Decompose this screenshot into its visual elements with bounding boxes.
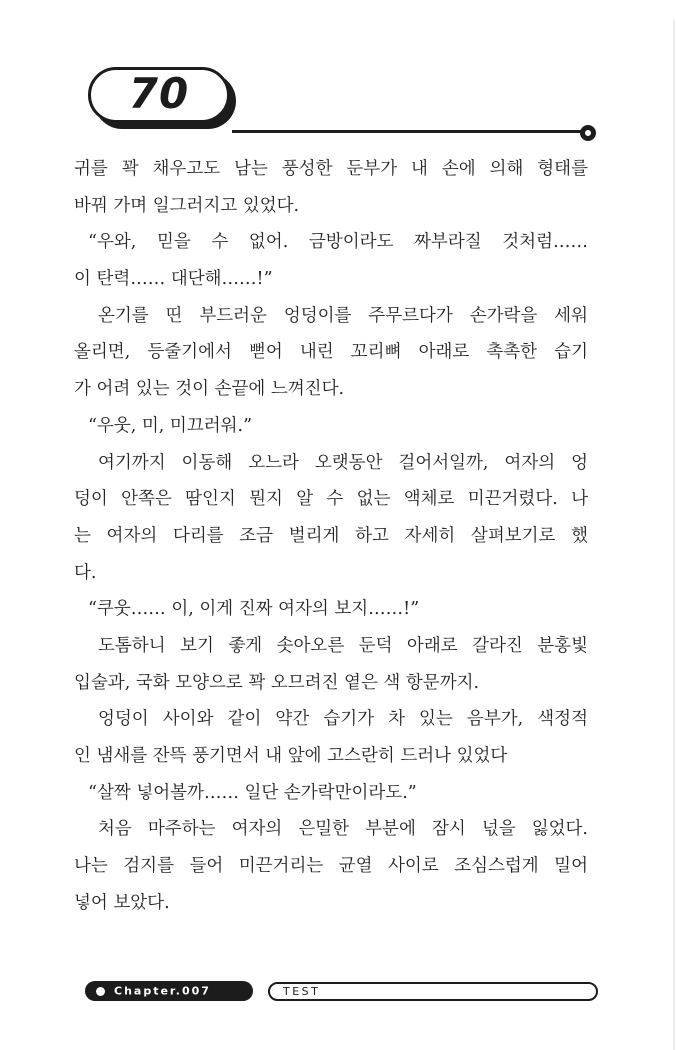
text-line: 는 여자의 다리를 조금 벌리게 하고 자세히 살펴보기로 했 (74, 525, 588, 546)
text-line: 입술과, 국화 모양으로 꽉 오므려진 옅은 색 항문까지. (74, 672, 480, 693)
text-line: 온기를 띤 부드러운 엉덩이를 주무르다가 손가락을 세워 (98, 305, 588, 326)
chapter-badge (85, 981, 253, 1001)
page-number-badge (88, 67, 230, 123)
header-rule-line (232, 130, 584, 133)
text-line: “우와, 믿을 수 없어. 금방이라도 짜부라질 것처럼…… (88, 232, 588, 253)
text-line: 도톰하니 보기 좋게 솟아오른 둔덕 아래로 갈라진 분홍빛 (98, 635, 588, 656)
text-line: “우웃, 미, 미끄러워.” (88, 415, 253, 436)
header-rule-end-ring-icon (580, 125, 596, 141)
text-line: 올리면, 등줄기에서 뻗어 내린 꼬리뼈 아래로 촉촉한 습기 (74, 342, 588, 363)
page-number: 70 (128, 68, 190, 118)
text-line: 나는 검지를 들어 미끈거리는 균열 사이로 조심스럽게 밀어 (74, 856, 588, 877)
text-line: 귀를 꽉 채우고도 남는 풍성한 둔부가 내 손에 의해 형태를 (74, 159, 588, 179)
text-line: 인 냄새를 잔뜩 풍기면서 내 앞에 고스란히 드러나 있었다 (74, 746, 508, 766)
text-line: “살짝 넣어볼까…… 일단 손가락만이라도.” (88, 782, 417, 803)
bullet-dot-icon (96, 987, 105, 996)
text-line: 바꿔 가며 일그러지고 있었다. (74, 195, 300, 216)
book-title-box (268, 982, 598, 1001)
text-line: 덩이 안쪽은 땀인지 뭔지 알 수 없는 액체로 미끈거렸다. 나 (74, 489, 588, 510)
text-line: 처음 마주하는 여자의 은밀한 부분에 잠시 넋을 잃었다. (98, 819, 588, 840)
text-line: “쿠웃…… 이, 이게 진짜 여자의 보지……!” (88, 599, 420, 620)
text-line: 가 어려 있는 것이 손끝에 느껴진다. (74, 379, 345, 400)
text-line: 엉덩이 사이와 같이 약간 습기가 차 있는 음부가, 색정적 (98, 709, 588, 730)
scan-page-edge (673, 20, 675, 1050)
chapter-label: Chapter.007 (114, 984, 211, 997)
text-line: 이 탄력…… 대단해……!” (74, 269, 273, 290)
page-body-text (74, 151, 588, 921)
book-title-label: TEST (283, 985, 321, 998)
text-line: 다. (74, 562, 97, 583)
text-line: 여기까지 이동해 오느라 오랫동안 걸어서일까, 여자의 엉 (98, 452, 588, 473)
text-line: 넣어 보았다. (74, 892, 170, 913)
